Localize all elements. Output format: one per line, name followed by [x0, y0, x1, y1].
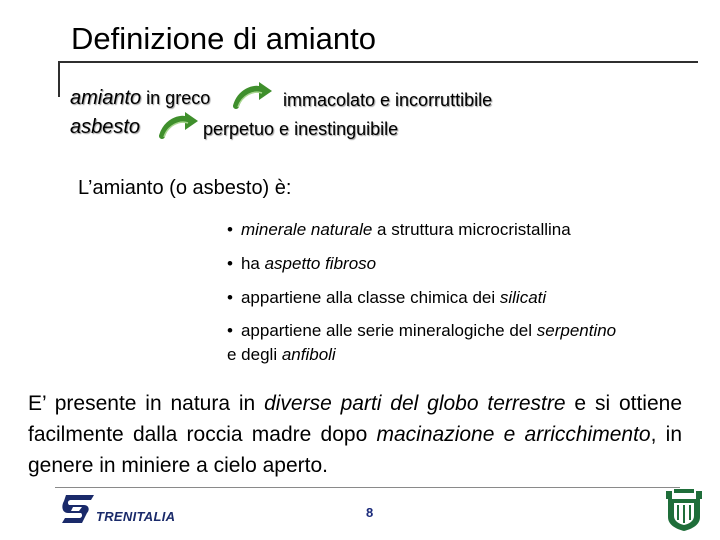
bullet-text: appartiene alla classe chimica dei [240, 288, 500, 307]
list-item [227, 252, 647, 276]
bullet-marker: • [227, 321, 233, 340]
brand-name: TRENITALIA [96, 509, 176, 524]
bullet-italic: serpentino [536, 321, 617, 340]
bullet-italic: anfiboli [281, 345, 336, 364]
bullet-italic: aspetto fibroso [264, 254, 377, 273]
bullet-italic: minerale naturale [240, 220, 373, 239]
bullet-text: ha [240, 254, 265, 273]
title-divider [58, 61, 698, 63]
title-divider-vertical [58, 61, 60, 97]
crest-icon [664, 489, 704, 533]
list-item [227, 319, 627, 367]
trenitalia-logo-icon [58, 492, 96, 526]
paragraph-italic: diverse parti del globo terrestre [264, 392, 566, 415]
etymology-meaning: immacolato e incorruttibile [283, 90, 493, 110]
list-item [227, 218, 647, 242]
curved-arrow-icon [232, 80, 274, 110]
etymology-term: asbesto [70, 116, 141, 138]
list-item [227, 286, 647, 310]
bullet-marker: • [227, 254, 233, 273]
body-paragraph [28, 388, 682, 481]
etymology-meaning: perpetuo e inestinguibile [203, 119, 399, 139]
footer-divider [55, 487, 680, 488]
etymology-lang: in greco [146, 88, 211, 108]
bullet-text: e degli [227, 345, 282, 364]
etymology-term-asbesto [70, 116, 140, 138]
bullet-marker: • [227, 220, 233, 239]
bullet-marker: • [227, 288, 233, 307]
bullet-italic: silicati [499, 288, 547, 307]
paragraph-italic: macinazione e arricchimento [376, 423, 651, 446]
bullet-text: a struttura microcristallina [372, 220, 571, 239]
page-number: 8 [366, 505, 374, 520]
etymology-term-amianto [70, 87, 210, 109]
curved-arrow-icon [158, 110, 200, 140]
slide-title: Definizione di amianto [71, 21, 377, 56]
paragraph-text: E’ presente in natura in [28, 392, 265, 415]
paragraph-text: , in genere in miniere a cielo aperto. [28, 423, 683, 477]
paragraph-text: e si ottiene facilmente dalla roccia madre dopo [28, 392, 682, 446]
etymology-term: amianto [70, 87, 142, 109]
bullet-text: appartiene alle serie mineralogiche del [240, 321, 537, 340]
intro-text: L’amianto (o asbesto) è: [78, 177, 292, 199]
